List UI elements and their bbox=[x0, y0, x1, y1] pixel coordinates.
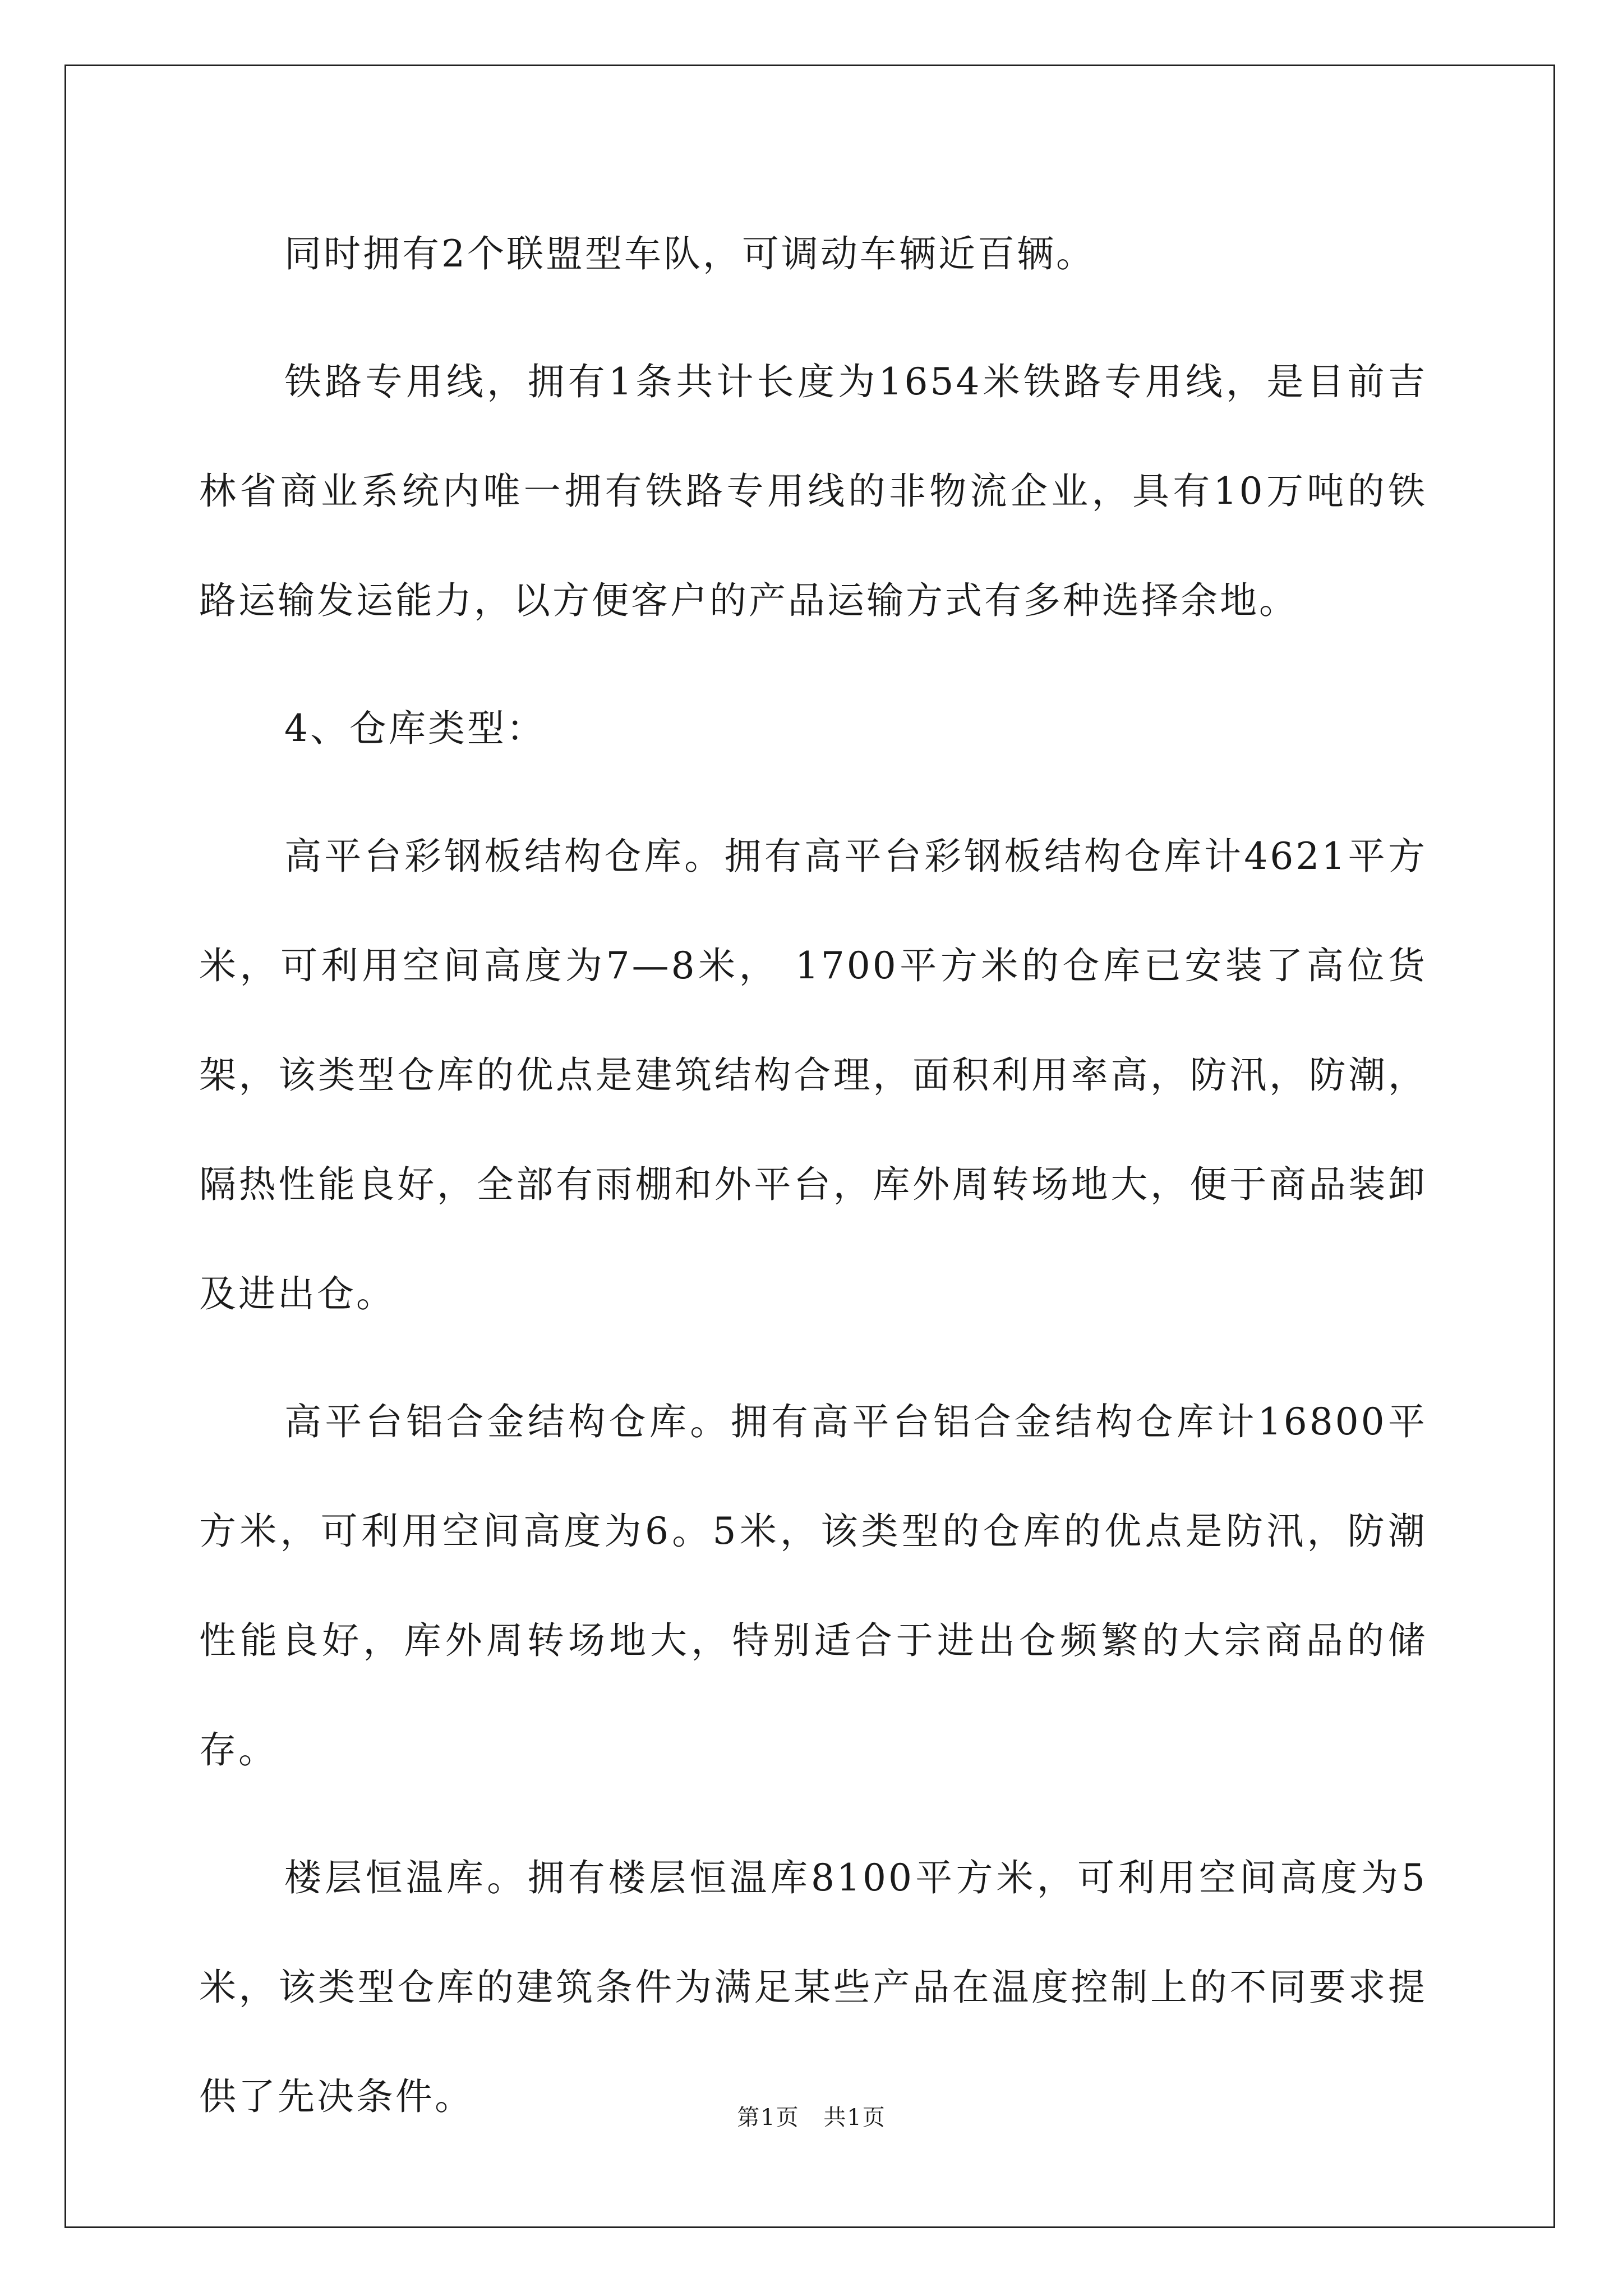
paragraph-railway: 铁路专用线，拥有1条共计长度为1654米铁路专用线，是目前吉林省商业系统内唯一拥有铁路专用线的非物流企业，具有10万吨的铁路运输发运能力，以方便客户的产品运输方式有多种选择余地。 bbox=[199, 360, 1427, 622]
page-number-total: 共1页 bbox=[823, 2105, 886, 2131]
paragraph-constant-temperature-warehouse: 楼层恒温库。拥有楼层恒温库8100平方米，可利用空间高度为5米，该类型仓库的建筑条件为满足某些产品在温度控制上的不同要求提供了先决条件。 bbox=[199, 1856, 1427, 2118]
document-body bbox=[199, 199, 1427, 2170]
paragraph-steel-warehouse: 高平台彩钢板结构仓库。拥有高平台彩钢板结构仓库计4621平方米，可利用空间高度为7—8米， 1700平方米的仓库已安装了高位货架，该类型仓库的优点是建筑结构合理，面积利用率高，防汛，防潮，隔热性能良好，全部有雨棚和外平台，库外周转场地大，便于商品装卸及进出仓。 bbox=[199, 835, 1427, 1315]
paragraph-warehouse-types-heading: 4、仓库类型： bbox=[284, 707, 546, 750]
paragraph-aluminum-warehouse: 高平台铝合金结构仓库。拥有高平台铝合金结构仓库计16800平方米，可利用空间高度为6。5米，该类型的仓库的优点是防汛，防潮性能良好，库外周转场地大，特别适合于进出仓频繁的大宗商品的储存。 bbox=[199, 1400, 1427, 1772]
page-footer bbox=[0, 2101, 1623, 2134]
page-number-current: 第1页 bbox=[737, 2105, 800, 2131]
paragraph-fleet: 同时拥有2个联盟型车队，可调动车辆近百辆。 bbox=[284, 232, 1095, 275]
